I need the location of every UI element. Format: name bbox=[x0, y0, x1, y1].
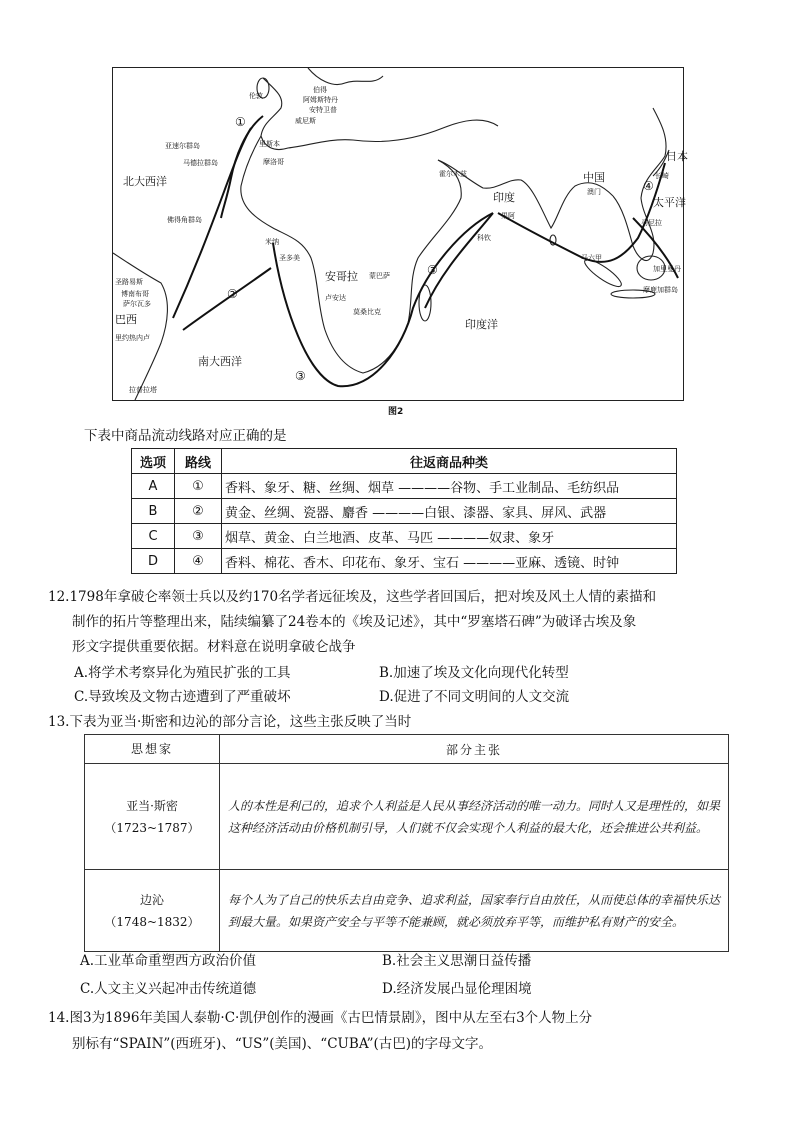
thinker-name: 亚当·斯密 bbox=[126, 798, 178, 813]
amsterdam-label: 阿姆斯特丹 bbox=[303, 96, 338, 104]
q12-line-2: 制作的拓片等整理出来，陆续编纂了24卷本的《埃及记述》，其中“罗塞塔石碑”为破译古埃及象 bbox=[72, 614, 637, 630]
lisbon-label: 里斯本 bbox=[259, 140, 280, 148]
brazil-coast bbox=[113, 253, 167, 400]
brazil-label: 巴西 bbox=[115, 313, 137, 326]
option-cell: D bbox=[132, 549, 175, 574]
goods-cell: 烟草、黄金、白兰地酒、皮革、马匹 ————奴隶、象牙 bbox=[222, 524, 677, 549]
europe-coast bbox=[261, 78, 498, 150]
mozambique-label: 莫桑比克 bbox=[353, 308, 381, 316]
azores-label: 亚速尔群岛 bbox=[165, 142, 200, 150]
route-cell: ③ bbox=[175, 524, 222, 549]
manila-label: 马尼拉 bbox=[641, 219, 662, 227]
thinker-header: 思想家 bbox=[85, 735, 220, 764]
luanda-label: 卢安达 bbox=[325, 294, 346, 302]
nagasaki-label: 长崎 bbox=[655, 172, 669, 180]
sao-tome-label: 圣多美 bbox=[279, 254, 300, 262]
route-3b-marker: ③ bbox=[427, 263, 438, 277]
europe-north bbox=[308, 68, 383, 85]
q14-line-2: 别标有“SPAIN”(西班牙)、“US”(美国)、“CUBA”(古巴)的字母文字。 bbox=[72, 1036, 493, 1052]
route-4-marker: ④ bbox=[643, 179, 654, 193]
pacific-label: 太平洋 bbox=[653, 196, 686, 209]
thinker-cell bbox=[85, 764, 220, 870]
route-3-line bbox=[273, 213, 493, 386]
madeira-label: 马德拉群岛 bbox=[183, 159, 218, 167]
q13-stem: 13.下表为亚当·斯密和边沁的部分言论，这些主张反映了当时 bbox=[48, 714, 412, 730]
q12-option-a[interactable]: A.将学术考察异化为殖民扩张的工具 bbox=[74, 665, 291, 681]
claim-cell: 每个人为了自己的快乐去自由竞争、追求利益，国家奉行自由放任，从而使总体的幸福快乐达到最大量。如果资产安全与平等不能兼顾，就必须放弃平等，而维护私有财产的安全。 bbox=[220, 870, 729, 952]
angola-label: 安哥拉 bbox=[325, 270, 358, 283]
map-drawing bbox=[113, 68, 683, 400]
japan-label: 日本 bbox=[666, 150, 688, 163]
col-goods-header: 往返商品种类 bbox=[222, 449, 677, 474]
rio-label: 里约热内卢 bbox=[115, 334, 150, 342]
antwerp-label: 安特卫普 bbox=[309, 106, 337, 114]
col-route-header: 路线 bbox=[175, 449, 222, 474]
moluccas-label: 摩鹿加群岛 bbox=[643, 286, 678, 294]
morocco-label: 摩洛哥 bbox=[263, 158, 284, 166]
option-cell: B bbox=[132, 499, 175, 524]
q12-option-b[interactable]: B.加速了埃及文化向现代化转型 bbox=[379, 665, 569, 681]
china-label: 中国 bbox=[583, 171, 605, 184]
q14-line-1: 14.图3为1896年美国人泰勒·C·凯伊创作的漫画《古巴情景剧》，图中从左至右3个人物上分 bbox=[48, 1010, 593, 1026]
la-plata-label: 拉普拉塔 bbox=[129, 386, 157, 394]
route-2-marker: ② bbox=[227, 287, 238, 301]
thinker-name: 边沁 bbox=[139, 892, 164, 907]
q13-option-d[interactable]: D.经济发展凸显伦理困境 bbox=[382, 981, 532, 997]
col-option-header: 选项 bbox=[132, 449, 175, 474]
route-4-line bbox=[498, 163, 665, 262]
q13-table bbox=[84, 734, 729, 952]
bruges-label: 伯得 bbox=[313, 86, 327, 94]
goods-cell: 香料、象牙、糖、丝绸、烟草 ————谷物、手工业制品、毛纺织品 bbox=[222, 474, 677, 499]
table-row bbox=[132, 549, 677, 574]
route-cell: ① bbox=[175, 474, 222, 499]
route-3-marker: ③ bbox=[295, 369, 306, 383]
claim-header: 部分主张 bbox=[220, 735, 729, 764]
route-3b-line bbox=[425, 213, 493, 308]
goods-cell: 香料、棉花、香木、印花布、象牙、宝石 ————亚麻、透镜、时钟 bbox=[222, 549, 677, 574]
mina-label: 米纳 bbox=[265, 238, 279, 246]
q12-option-d[interactable]: D.促进了不同文明间的人文交流 bbox=[379, 689, 570, 705]
cochin-label: 科钦 bbox=[477, 234, 491, 242]
south-atlantic-label: 南大西洋 bbox=[198, 355, 242, 368]
option-cell: C bbox=[132, 524, 175, 549]
goods-cell: 黄金、丝绸、瓷器、麝香 ————白银、漆器、家具、屏风、武器 bbox=[222, 499, 677, 524]
thinker-years: （1723~1787） bbox=[104, 820, 200, 835]
india-label: 印度 bbox=[493, 191, 515, 204]
salvador-label: 萨尔瓦多 bbox=[123, 300, 151, 308]
q12-line-1: 12.1798年拿破仑率领士兵以及约170名学者远征埃及，这些学者回国后，把对埃及风土人情的素描和 bbox=[48, 589, 657, 605]
q13-header-row bbox=[85, 735, 729, 764]
thinker-years: （1748~1832） bbox=[104, 914, 200, 929]
claim-cell: 人的本性是利己的，追求个人利益是人民从事经济活动的唯一动力。同时人又是理性的，如果这种经济活动由价格机制引导，人们就不仅会实现个人利益的最大化，还会推进公共利益。 bbox=[220, 764, 729, 870]
q12-line-3: 形文字提供重要依据。材料意在说明拿破仑战争 bbox=[72, 639, 356, 655]
q11-table bbox=[131, 448, 677, 574]
london-label: 伦敦 bbox=[249, 92, 263, 100]
macau-label: 澳门 bbox=[587, 188, 601, 196]
thinker-cell bbox=[85, 870, 220, 952]
q13-option-b[interactable]: B.社会主义思潮日益传播 bbox=[382, 953, 532, 969]
north-atlantic-label: 北大西洋 bbox=[123, 175, 167, 188]
mombasa-label: 蒙巴萨 bbox=[369, 272, 390, 280]
olinda-label: 博南布哥 bbox=[121, 290, 149, 298]
kalimantan-label: 加里曼丹 bbox=[653, 265, 681, 273]
indian-ocean-label: 印度洋 bbox=[465, 318, 498, 331]
route-cell: ④ bbox=[175, 549, 222, 574]
q11-stem: 下表中商品流动线路对应正确的是 bbox=[84, 428, 287, 444]
table-row bbox=[132, 474, 677, 499]
table-row bbox=[85, 870, 729, 952]
goa-label: 果阿 bbox=[501, 212, 515, 220]
figure-caption: 图2 bbox=[388, 407, 404, 417]
option-cell: A bbox=[132, 474, 175, 499]
q12-option-c[interactable]: C.导致埃及文物古迹遭到了严重破坏 bbox=[74, 689, 291, 705]
q13-option-c[interactable]: C.人文主义兴起冲击传统道德 bbox=[80, 981, 257, 997]
route-1-marker: ① bbox=[235, 115, 246, 129]
q13-option-a[interactable]: A.工业革命重塑西方政治价值 bbox=[80, 953, 257, 969]
pernambuco-label: 圣路易斯 bbox=[115, 278, 143, 286]
trade-route-map bbox=[112, 67, 688, 401]
hormuz-label: 霍尔木兹 bbox=[439, 170, 467, 178]
q11-header-row bbox=[132, 449, 677, 474]
table-row bbox=[85, 764, 729, 870]
table-row bbox=[132, 499, 677, 524]
venice-label: 威尼斯 bbox=[295, 117, 316, 125]
route-cell: ② bbox=[175, 499, 222, 524]
route-1-line bbox=[221, 116, 263, 218]
malacca-label: 马六甲 bbox=[581, 254, 602, 262]
cape-verde-label: 佛得角群岛 bbox=[167, 216, 202, 224]
table-row bbox=[132, 524, 677, 549]
